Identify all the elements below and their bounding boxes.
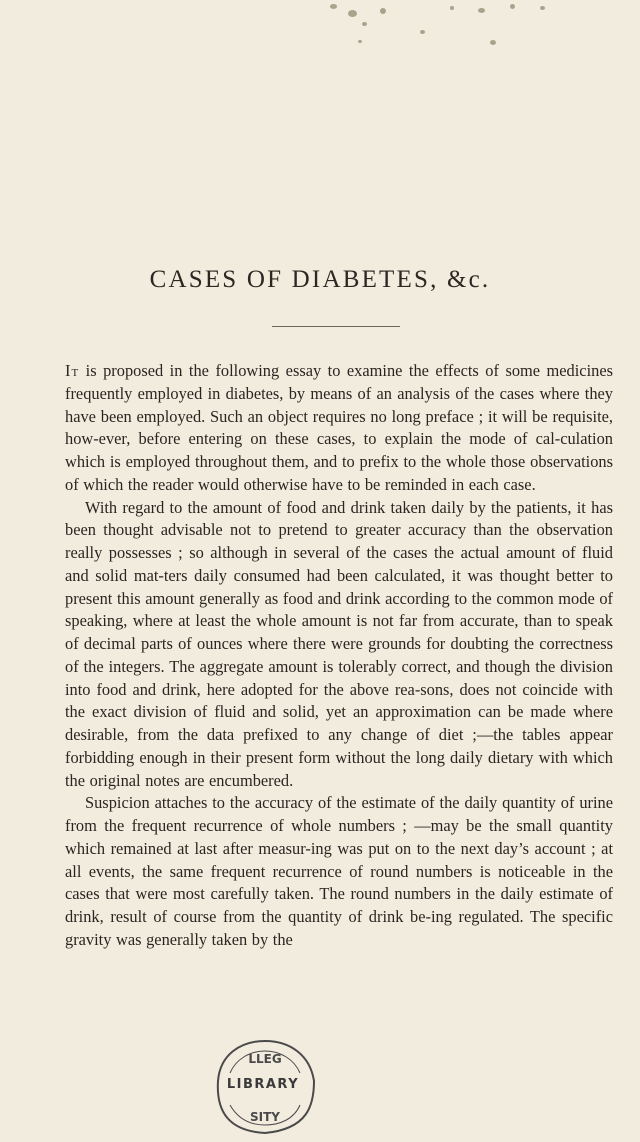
paragraph-3 — [65, 792, 613, 951]
paragraph-text: is proposed in the following essay to examine the effects of some medicines frequently employed in diabetes, by means of an analysis of the cases where they have been employed. Such an object requires no long preface ; it will be requisite, how-ever, before entering on these cases, to explain the mode of cal-culation which is employed throughout them, and to prefix to the whole those observations of which the reader would otherwise have to be reminded in each case. — [65, 361, 613, 494]
library-stamp — [210, 1033, 320, 1137]
stamp-middle-text: LIBRARY — [226, 1077, 300, 1092]
page-foxing — [300, 0, 560, 70]
paragraph-lead: It — [65, 361, 80, 380]
body-text — [65, 360, 613, 952]
title-rule — [272, 326, 400, 327]
stamp-top-text: LLEG — [248, 1052, 282, 1066]
paragraph-1 — [65, 360, 613, 497]
stamp-bottom-text: SITY — [250, 1110, 280, 1124]
paragraph-text: With regard to the amount of food and drink taken daily by the patients, it has been thought advisable not to pretend to greater accuracy than the observation really possesses ; so although in several of the cases the actual amount of fluid and solid mat-ters daily consumed had been calculated, it was thought better to present this amount generally as food and drink according to the common mode of speaking, where at least the whole amount is not far from accurate, than to speak of decimal parts of ounces where there were grounds for doubting the correctness of the integers. The aggregate amount is tolerably correct, and though the division into food and drink, here adopted for the above rea-sons, does not coincide with the exact division of fluid and solid, yet an approximation can be made where desirable, from the data prefixed to any change of diet ;—the tables appear forbidding enough in their present form without the long daily dietary with which the original notes are encumbered. — [65, 497, 613, 790]
chapter-title: CASES OF DIABETES, &c. — [149, 266, 491, 293]
paragraph-2 — [65, 497, 613, 793]
paragraph-text: Suspicion attaches to the accuracy of the estimate of the daily quantity of urine from the frequent recurrence of whole numbers ; —may be the small quantity which remained at last after measur-ing was put on to the next day’s account ; at all events, the same frequent recurrence of round numbers is noticeable in the cases that were most carefully taken. The round numbers in the daily estimate of drink, result of course from the quantity of drink be-ing regulated. The specific gravity was generally taken by the — [65, 793, 613, 949]
